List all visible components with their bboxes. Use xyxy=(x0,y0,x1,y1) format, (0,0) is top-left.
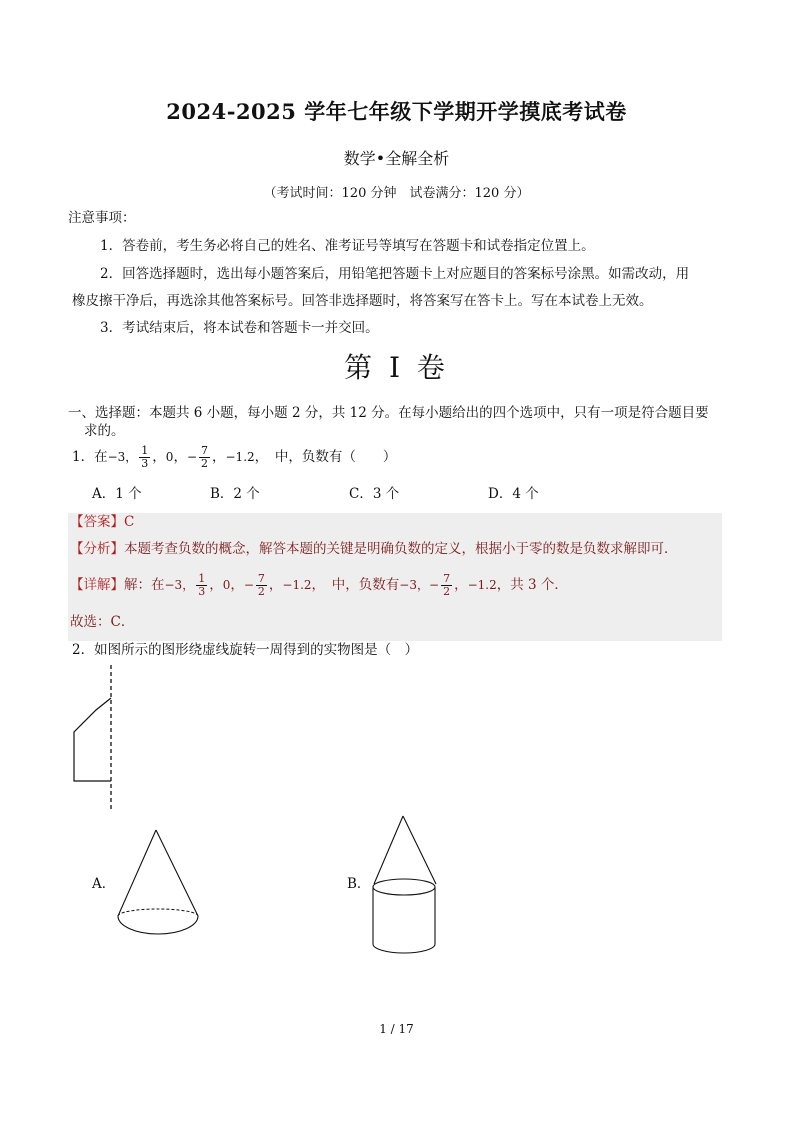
q1-fraction-1-num: 1 xyxy=(141,444,149,457)
detail-label: 【详解】 xyxy=(70,577,124,593)
question-2: 2．如图所示的图形绕虚线旋转一周得到的实物图是（ ） xyxy=(72,642,419,658)
detail-sep-2: ， xyxy=(230,577,244,593)
detail-fraction-1-num: 1 xyxy=(198,572,206,585)
q1-fraction-1 xyxy=(139,445,150,470)
answer-line xyxy=(70,512,134,532)
q1-number-2: 0 xyxy=(165,450,174,464)
detail-minus-1: − xyxy=(243,578,254,592)
notice-item-2: 2．回答选择题时，选出每小题答案后，用铅笔把答题卡上对应题目的答案标号涂黑。如需改动，用 xyxy=(100,266,690,282)
q1-sep-3: ， xyxy=(212,449,226,465)
detail-end: ，共 3 个． xyxy=(496,577,568,593)
section-1-heading: 一、选择题：本题共 6 小题，每小题 2 分，共 12 分。在每小题给出的四个选项中，只有一项是符合题目要 xyxy=(68,405,709,421)
cone-a-left-edge xyxy=(118,830,156,916)
notice-heading: 注意事项： xyxy=(68,210,136,226)
answer-value: C xyxy=(124,514,135,530)
cone-a-base-back xyxy=(118,909,198,916)
q1-sep-1: ， xyxy=(152,449,166,465)
detail-line xyxy=(70,570,568,600)
answer-label: 【答案】 xyxy=(70,514,124,530)
detail-neg-1: −3， xyxy=(399,578,429,592)
section-1-heading-cont: 求的。 xyxy=(84,423,125,439)
q1-option-d: D．4 个 xyxy=(488,486,539,502)
conclusion-line: 故选：C． xyxy=(70,614,135,630)
q1-sep-2: ， xyxy=(173,449,187,465)
detail-number-1: −3， xyxy=(164,578,195,592)
detail-neg-3: −1.2 xyxy=(467,578,497,592)
detail-fraction-2-num: 7 xyxy=(257,572,265,585)
detail-fraction-1-den: 3 xyxy=(198,585,206,598)
detail-sep-3: ， xyxy=(268,577,283,593)
q1-minus: − xyxy=(186,450,197,464)
detail-prefix: 解：在 xyxy=(124,577,165,593)
detail-minus-2: − xyxy=(429,578,440,592)
notice-item-2-cont: 橡皮擦干净后，再选涂其他答案标号。回答非选择题时，将答案写在答卡上。写在本试卷上无效。 xyxy=(72,293,653,309)
detail-sep-4: ， xyxy=(454,577,468,593)
q1-fraction-2-den: 2 xyxy=(201,457,208,470)
q2-option-b-cone-cylinder xyxy=(366,812,444,958)
page-number: 1 / 17 xyxy=(379,1022,414,1036)
rotation-shape xyxy=(74,698,111,781)
notice-item-3: 3．考试结束后，将本试卷和答题卡一并交回。 xyxy=(100,320,379,336)
q1-option-b: B．2 个 xyxy=(210,486,260,502)
detail-number-3: −1.2 xyxy=(282,578,312,592)
page-title: 2024-2025 学年七年级下学期开学摸底考试卷 xyxy=(166,99,627,124)
cone-a-right-edge xyxy=(156,830,198,916)
detail-sep-1: ， xyxy=(209,577,223,593)
analysis-text: 本题考查负数的概念，解答本题的关键是明确负数的定义，根据小于零的数是负数求解即可． xyxy=(124,541,678,557)
q1-fraction-1-den: 3 xyxy=(141,457,149,470)
q1-option-c: C．3 个 xyxy=(349,486,400,502)
cylinder-bottom-front xyxy=(373,944,435,953)
q2-option-b-label: B． xyxy=(347,876,371,892)
q1-option-a: A．1 个 xyxy=(92,486,142,502)
volume-heading: 第 I 卷 xyxy=(344,351,449,384)
detail-fraction-3-den: 2 xyxy=(443,585,451,598)
q1-number-1: −3， xyxy=(107,450,138,464)
q1-number-3: −1.2 xyxy=(225,450,255,464)
notice-item-1: 1．答卷前，考生务必将自己的姓名、准考证号等填写在答题卡和试卷指定位置上。 xyxy=(100,238,595,254)
cone-b-right-edge xyxy=(403,816,436,884)
cylinder-top xyxy=(373,879,435,895)
detail-fraction-2-den: 2 xyxy=(257,585,265,598)
q1-fraction-2 xyxy=(199,445,210,470)
q2-option-a-label: A． xyxy=(92,876,116,892)
q1-fraction-2-num: 7 xyxy=(201,444,208,457)
cone-b-left-edge xyxy=(374,816,403,884)
detail-fraction-3-num: 7 xyxy=(443,572,451,585)
detail-zero: 0 xyxy=(222,578,231,592)
analysis-label: 【分析】 xyxy=(70,541,124,557)
q1-suffix: ， 中，负数有（ ） xyxy=(254,449,397,465)
q2-figure xyxy=(60,660,130,815)
detail-fraction-2 xyxy=(256,573,267,598)
detail-fraction-3 xyxy=(441,573,452,598)
q2-option-a-cone xyxy=(112,826,204,938)
q1-prefix: 1．在 xyxy=(72,449,108,465)
page-subtitle: 数学•全解全析 xyxy=(343,149,450,168)
detail-mid: ， 中，负数有 xyxy=(311,577,400,593)
analysis-line xyxy=(70,539,678,559)
exam-meta: （考试时间：120 分钟 试卷满分：120 分） xyxy=(263,186,530,201)
question-1 xyxy=(72,442,396,472)
cone-a-base-front xyxy=(118,916,198,934)
detail-fraction-1 xyxy=(196,573,207,598)
